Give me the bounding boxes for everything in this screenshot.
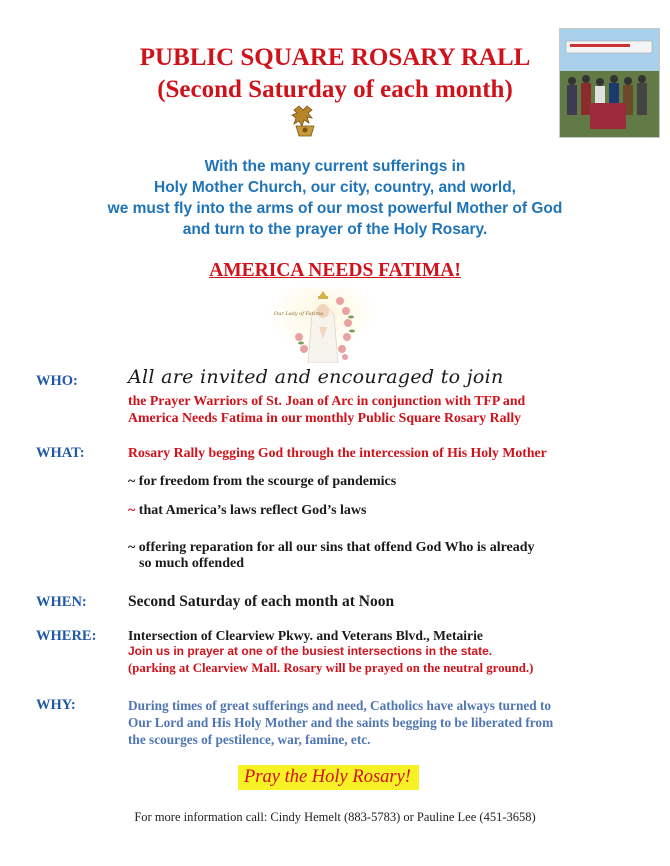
where-label: WHERE: — [36, 628, 97, 644]
who-line: America Needs Fatima in our monthly Public Square Rosary Rally — [128, 410, 522, 425]
contact-footer: For more information call: Cindy Hemelt (883-5783) or Pauline Lee (451-3658) — [134, 810, 536, 824]
where-line: (parking at Clearview Mall. Rosary will be prayed on the neutral ground.) — [128, 661, 534, 675]
what-item: ~ offering reparation for all our sins that offend God Who is already — [128, 540, 535, 555]
what-item-text: that America’s laws reflect God’s laws — [135, 503, 367, 518]
intro-text — [0, 156, 670, 240]
why-line: Our Lord and His Holy Mother and the saints begging to be liberated from — [128, 715, 554, 730]
heraldic-lion-icon — [290, 104, 320, 138]
intro-line: With the many current sufferings in — [204, 158, 466, 175]
who-line: the Prayer Warriors of St. Joan of Arc in conjunction with TFP and — [128, 393, 526, 408]
when-text: Second Saturday of each month at Noon — [128, 593, 395, 610]
what-line: Rosary Rally begging God through the intercession of His Holy Mother — [128, 445, 547, 460]
what-item: ~ for freedom from the scourge of pandemics — [128, 474, 397, 489]
what-label: WHAT: — [36, 445, 85, 461]
who-label: WHO: — [36, 373, 78, 389]
intro-line: Holy Mother Church, our city, country, and world, — [154, 179, 516, 196]
why-line: the scourges of pestilence, war, famine, etc. — [128, 732, 371, 747]
our-lady-of-fatima-image — [268, 287, 378, 363]
when-label: WHEN: — [36, 594, 87, 610]
intro-line: and turn to the prayer of the Holy Rosary. — [182, 221, 488, 238]
rally-photo — [559, 28, 660, 138]
who-headline: All are invited and encouraged to join — [128, 366, 504, 388]
what-item-cont: so much offended — [139, 556, 245, 571]
fatima-banner: AMERICA NEEDS FATIMA! — [209, 260, 461, 281]
pray-highlight: Pray the Holy Rosary! — [238, 765, 419, 790]
tilde-mark: ~ — [128, 503, 136, 518]
page-subtitle: (Second Saturday of each month) — [157, 76, 513, 103]
madonna-caption: Our Lady of Fatima — [274, 311, 324, 317]
where-line: Join us in prayer at one of the busiest intersections in the state. — [128, 644, 493, 658]
what-item — [128, 503, 367, 519]
where-line: Intersection of Clearview Pkwy. and Veterans Blvd., Metairie — [128, 628, 483, 643]
page-title: PUBLIC SQUARE ROSARY RALL — [139, 44, 531, 71]
why-line: During times of great sufferings and need, Catholics have always turned to — [128, 698, 552, 713]
why-label: WHY: — [36, 697, 76, 713]
intro-line: we must fly into the arms of our most powerful Mother of God — [107, 200, 563, 217]
